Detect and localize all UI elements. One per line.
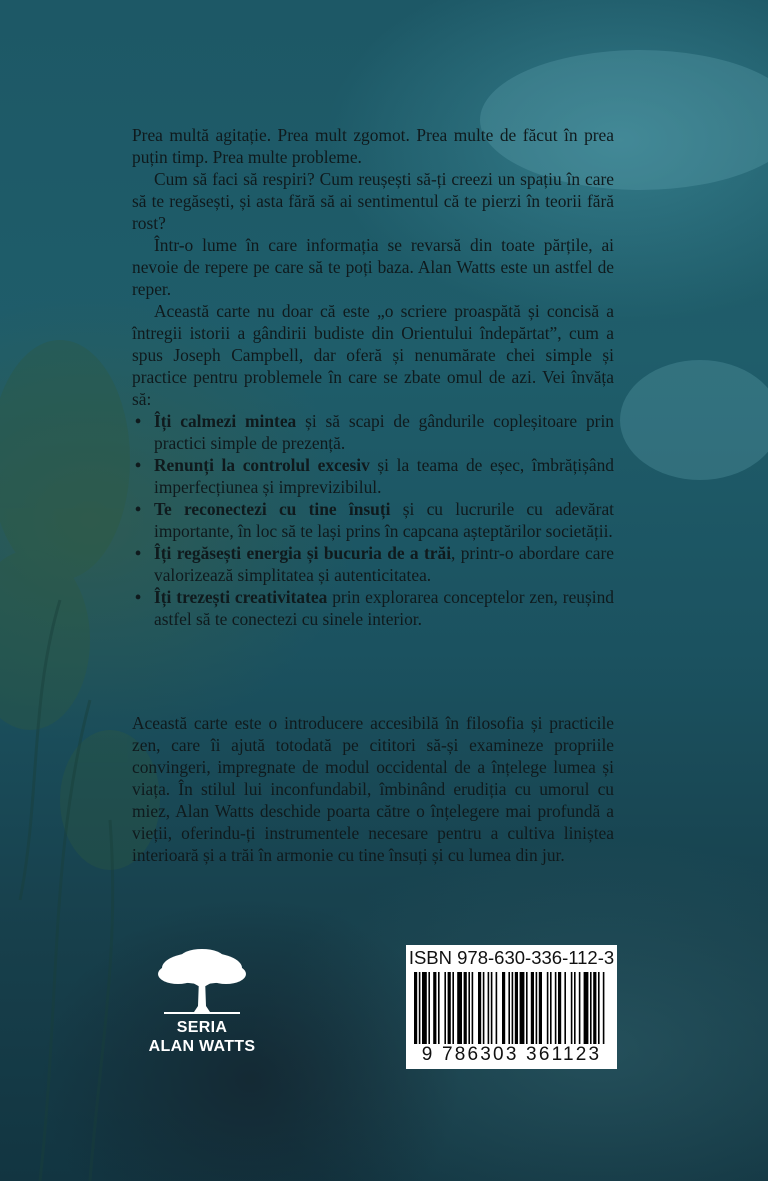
benefit-item-bold: Îți calmezi mintea [154,411,297,431]
barcode-bar [483,972,485,1044]
blurb-paragraph: Cum să faci să respiri? Cum reușești să-ți creezi un spațiu în care să te regăsești, și asta fără să ai sentimentul că te pierzi în teorii fără rost? [132,169,614,233]
blurb-intro [132,124,614,630]
benefit-item-bold: Îți trezești creativitatea [154,587,328,607]
barcode-digits: 9 786303 361123 [421,1044,602,1065]
barcode-bar [512,972,514,1044]
tree-icon [156,948,248,1018]
barcode-bar [571,972,573,1044]
barcode-bar [593,972,596,1044]
barcode-bar [508,972,510,1044]
barcode-bar [472,972,474,1044]
benefit-list [132,410,614,630]
barcode-bar [444,972,446,1044]
barcode-bar [448,972,451,1044]
series-name: ALAN WATTS [148,1038,256,1055]
barcode-bar [590,972,592,1044]
barcode-bar [603,972,605,1044]
barcode-bar [598,972,600,1044]
blurb-paragraph: Într-o lume în care informația se revarsă din toate părțile, ai nevoie de repere pe care să te poți baza. Alan Watts este un astfel de reper. [132,235,614,299]
barcode-bar [478,972,481,1044]
barcode-bar [496,972,498,1044]
barcode-bar [558,972,561,1044]
benefit-item-bold: Renunți la controlul excesiv [154,455,370,475]
barcode-bar [539,972,542,1044]
barcode-bar [433,972,436,1044]
isbn-barcode [406,945,617,1069]
barcode-bar [564,972,566,1044]
barcode-bar [555,972,557,1044]
benefit-item-text: și la teama de eșec, îmbrățișând imperfecțiunea și imprevizibilul. [154,455,614,497]
barcode-bar [452,972,454,1044]
barcode-bar [414,972,417,1044]
benefit-item-bold: Îți regăsești energia și bucuria de a trăi [154,543,452,563]
benefit-item-text: și cu lucrurile cu adevărat importante, în loc să te lași prins în capcana așteptărilor societății. [154,499,614,541]
barcode-bar [547,972,549,1044]
blurb-paragraph: Prea multă agitație. Prea mult zgomot. Prea multe de făcut în prea puțin timp. Prea multe probleme. [132,125,614,167]
benefit-item-bold: Te reconectezi cu tine însuți [154,499,391,519]
barcode-bar [464,972,467,1044]
barcode-bar [468,972,470,1044]
barcode-bar [491,972,493,1044]
barcode-bar [574,972,576,1044]
benefit-item-text: , printr-o abordare care valorizează simplitatea și autenticitatea. [154,543,614,585]
benefit-item-text: și să scapi de gândurile copleșitoare prin practici simple de prezență. [154,411,614,453]
blurb-paragraph: Această carte este o introducere accesibilă în filosofia și practicile zen, care îi ajută totodată pe cititori să-și examineze propriile convingeri, impregnate de modul occidental de a înțelege lumea și viața. În stilul lui inconfundabil, îmbinând erudiția cu umorul cu miez, Alan Watts deschide poarta către o înțelegere mai profundă a vieții, oferindu-ți instrumentele necesare pentru a cultiva liniștea interioară și a trăi în armonie cu tine însuți și cu lumea din jur. [132,713,614,865]
barcode-bar [584,972,589,1044]
barcode-bar [579,972,581,1044]
barcode-bar [526,972,528,1044]
barcode-bar [520,972,525,1044]
barcode-bar [419,972,421,1044]
benefit-item-text: prin explorarea conceptelor zen, reușind astfel să te conectezi cu sinele interior. [154,587,614,629]
barcode-bar [536,972,538,1044]
barcode-bar [422,972,427,1044]
barcode-bar [438,972,440,1044]
benefit-item [154,498,614,542]
barcode-bar [502,972,505,1044]
benefit-item [154,542,614,586]
barcode-bar [515,972,518,1044]
blurb-outro [132,712,614,866]
series-logo [148,948,256,1056]
isbn-number: ISBN 978-630-336-112-3 [408,947,615,968]
barcode-bar [531,972,534,1044]
barcode-bar [457,972,462,1044]
barcode-bars [414,972,609,1044]
benefit-item [154,586,614,630]
series-label: SERIA [176,1019,228,1036]
benefit-item [154,410,614,454]
benefit-item [154,454,614,498]
barcode-bar [488,972,490,1044]
barcode-bar [550,972,552,1044]
blurb-paragraph: Această carte nu doar că este „o scriere proaspătă și concisă a întregii istorii a gândirii budiste din Orientului îndepărtat”, cum a spus Joseph Campbell, dar oferă și nenumărate chei simple și practice pentru problemele în care se zbate omul de azi. Vei învăța să: [132,301,614,409]
barcode-bar [428,972,430,1044]
